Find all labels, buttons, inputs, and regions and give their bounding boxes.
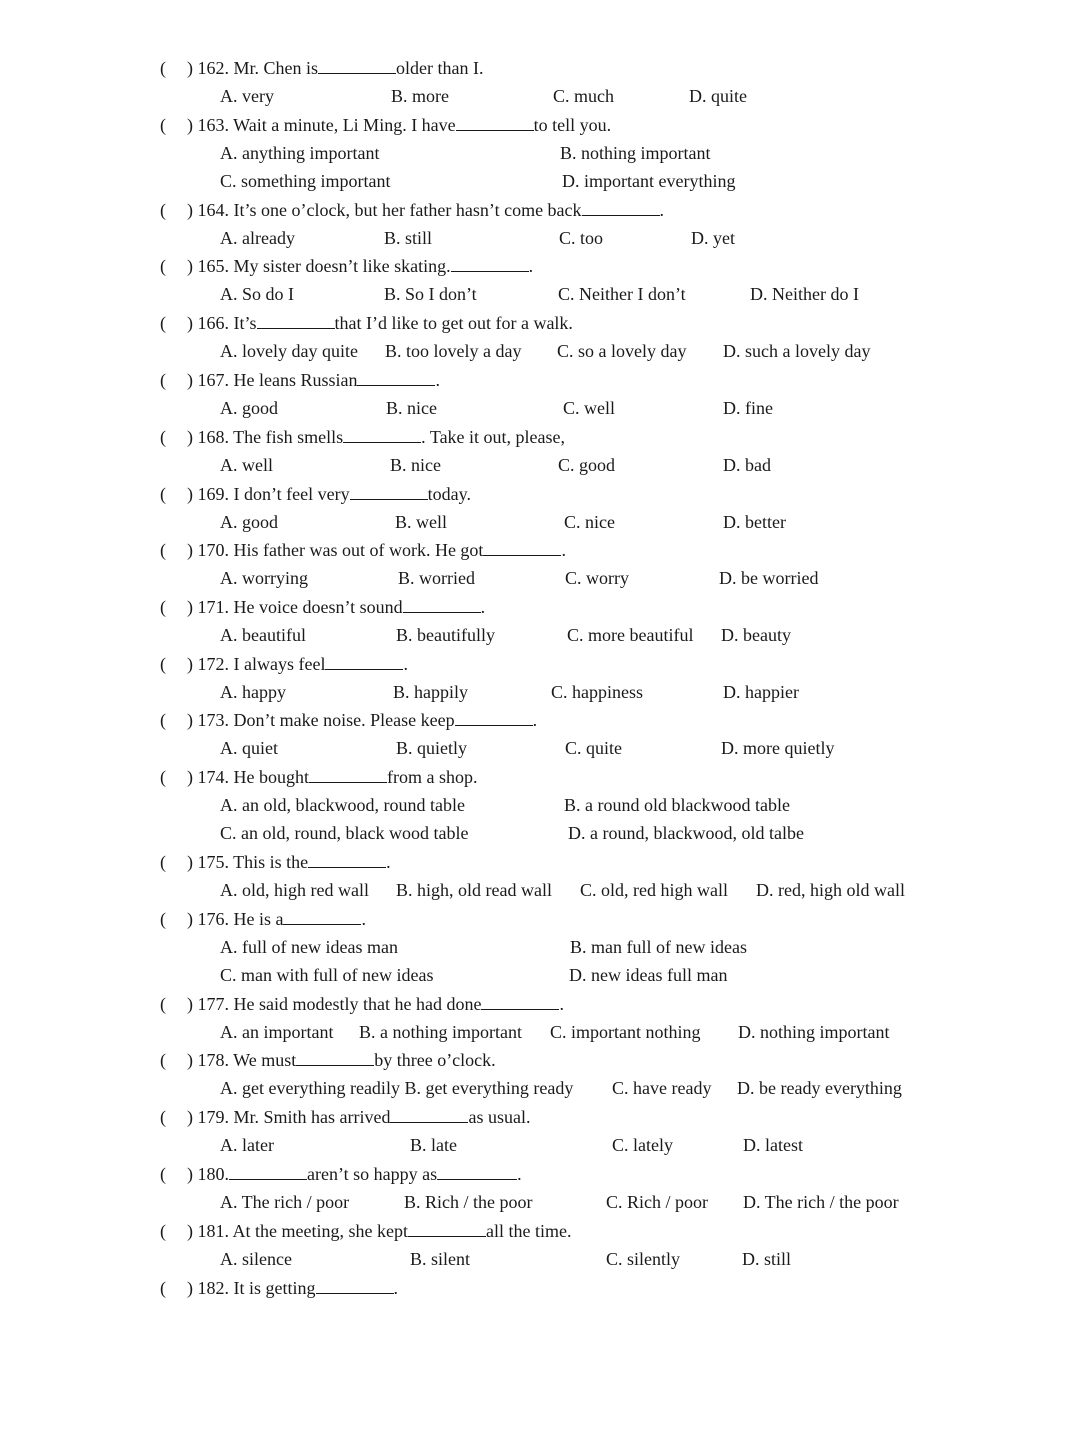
- answer-paren[interactable]: (: [160, 994, 166, 1014]
- answer-paren[interactable]: (: [160, 654, 166, 674]
- answer-blank[interactable]: [390, 1104, 468, 1123]
- option-a[interactable]: A. good: [220, 512, 278, 532]
- answer-blank[interactable]: [229, 1161, 307, 1180]
- answer-blank-2[interactable]: [437, 1161, 517, 1180]
- question-stem: [187, 366, 440, 394]
- option-a[interactable]: A. already: [220, 228, 295, 248]
- question-stem: [187, 990, 564, 1018]
- question-text-end: from a shop.: [386, 767, 478, 787]
- question-179: [0, 1103, 1080, 1131]
- question-stem: [187, 848, 391, 876]
- option-c[interactable]: C. something important: [220, 171, 391, 191]
- question-text: ) 182. It is getting: [187, 1278, 316, 1298]
- option-d[interactable]: D. red, high old wall: [756, 880, 905, 900]
- question-170: [0, 536, 1080, 564]
- answer-blank[interactable]: [318, 55, 396, 74]
- question-178: [0, 1046, 1080, 1074]
- option-b[interactable]: B. late: [410, 1135, 457, 1155]
- question-stem: [187, 593, 485, 621]
- option-b[interactable]: B. beautifully: [396, 625, 495, 645]
- question-text: ) 172. I always feel: [187, 654, 326, 674]
- question-text-end: .: [659, 200, 665, 220]
- question-169: [0, 480, 1080, 508]
- question-text-end: as usual.: [468, 1107, 531, 1127]
- answer-blank[interactable]: [357, 367, 435, 386]
- option-d[interactable]: D. still: [742, 1249, 792, 1269]
- answer-paren[interactable]: (: [160, 313, 166, 333]
- question-text-end: .: [403, 654, 408, 674]
- option-c[interactable]: C. have ready: [612, 1078, 712, 1098]
- option-a[interactable]: A. The rich / poor: [220, 1192, 350, 1212]
- question-stem: [187, 1217, 571, 1245]
- question-165: [0, 252, 1080, 280]
- option-d[interactable]: D. fine: [723, 398, 773, 418]
- option-a[interactable]: A. happy: [220, 682, 286, 702]
- option-b[interactable]: B. man full of new ideas: [570, 937, 747, 957]
- question-text: ) 181. At the meeting, she kept: [187, 1221, 408, 1241]
- question-text-end: .: [435, 370, 440, 390]
- question-text-end: today.: [427, 484, 471, 504]
- option-b[interactable]: B. too lovely a day: [385, 341, 522, 361]
- question-text: ) 173. Don’t make noise. Please keep: [187, 710, 455, 730]
- answer-paren[interactable]: (: [160, 1107, 166, 1127]
- question-166: [0, 309, 1080, 337]
- option-c[interactable]: C. an old, round, black wood table: [220, 823, 469, 843]
- question-text: ) 175. This is the: [187, 852, 309, 872]
- option-d[interactable]: D. yet: [691, 228, 735, 248]
- answer-blank[interactable]: [343, 424, 421, 443]
- option-c[interactable]: C. nice: [564, 512, 615, 532]
- option-b[interactable]: B. quietly: [396, 738, 467, 758]
- answer-blank[interactable]: [582, 197, 660, 216]
- option-c[interactable]: C. happiness: [551, 682, 643, 702]
- option-c[interactable]: C. worry: [565, 568, 629, 588]
- answer-blank[interactable]: [325, 651, 403, 670]
- question-text: ) 179. Mr. Smith has arrived: [187, 1107, 391, 1127]
- option-a[interactable]: A. an important: [220, 1022, 334, 1042]
- question-text: ) 177. He said modestly that he had done: [187, 994, 482, 1014]
- question-text-end: .: [517, 1164, 522, 1184]
- option-c[interactable]: C. too: [559, 228, 604, 248]
- option-a[interactable]: A. an old, blackwood, round table: [220, 795, 465, 815]
- answer-paren[interactable]: (: [160, 1278, 166, 1298]
- answer-blank[interactable]: [257, 310, 335, 329]
- question-text-end: .: [386, 852, 391, 872]
- answer-paren[interactable]: (: [160, 1164, 166, 1184]
- question-167: [0, 366, 1080, 394]
- option-c[interactable]: C. more beautiful: [567, 625, 694, 645]
- option-d[interactable]: D. quite: [689, 86, 747, 106]
- question-text: ) 168. The fish smells: [187, 427, 344, 447]
- question-text-end: all the time.: [485, 1221, 572, 1241]
- question-176: [0, 905, 1080, 933]
- option-d[interactable]: D. more quietly: [721, 738, 835, 758]
- option-d[interactable]: D. such a lovely day: [723, 341, 871, 361]
- question-text: ) 170. His father was out of work. He got: [187, 540, 484, 560]
- answer-paren[interactable]: (: [160, 484, 166, 504]
- question-text: ) 163. Wait a minute, Li Ming. I have: [187, 115, 456, 135]
- option-a[interactable]: A. worrying: [220, 568, 308, 588]
- question-174: [0, 763, 1080, 791]
- question-182: [0, 1274, 1080, 1302]
- option-d[interactable]: D. beauty: [721, 625, 791, 645]
- question-164: [0, 196, 1080, 224]
- question-text-end: .: [393, 1278, 398, 1298]
- answer-paren[interactable]: (: [160, 115, 166, 135]
- answer-blank[interactable]: [283, 906, 361, 925]
- option-d[interactable]: D. bad: [723, 455, 771, 475]
- option-a[interactable]: A. lovely day quite: [220, 341, 358, 361]
- question-text: ) 166. It’s: [187, 313, 257, 333]
- question-text-end: .: [532, 710, 538, 730]
- option-b[interactable]: B. So I don’t: [384, 284, 477, 304]
- option-c[interactable]: C. good: [558, 455, 616, 475]
- answer-blank[interactable]: [296, 1047, 374, 1066]
- question-stem: [187, 1274, 398, 1302]
- question-stem: [187, 650, 408, 678]
- option-a[interactable]: A. quiet: [220, 738, 278, 758]
- answer-blank[interactable]: [309, 764, 387, 783]
- option-b[interactable]: B. high, old read wall: [396, 880, 552, 900]
- option-b[interactable]: B. still: [384, 228, 433, 248]
- option-b[interactable]: B. silent: [410, 1249, 471, 1269]
- option-d[interactable]: D. be ready everything: [737, 1078, 902, 1098]
- question-text: ) 169. I don’t feel very: [187, 484, 350, 504]
- question-stem: [187, 905, 366, 933]
- option-d[interactable]: D. nothing important: [738, 1022, 890, 1042]
- question-stem: [187, 480, 471, 508]
- question-180: [0, 1160, 1080, 1188]
- option-b[interactable]: B. happily: [393, 682, 468, 702]
- question-stem: [187, 763, 477, 791]
- option-a[interactable]: A. full of new ideas man: [220, 937, 398, 957]
- question-text: ) 167. He leans Russian: [187, 370, 358, 390]
- question-stem: [187, 706, 537, 734]
- question-stem: [187, 423, 565, 451]
- question-text-end: .: [561, 540, 566, 560]
- option-d[interactable]: D. new ideas full man: [569, 965, 728, 985]
- answer-paren[interactable]: (: [160, 1050, 166, 1070]
- answer-paren[interactable]: (: [160, 540, 166, 560]
- option-c[interactable]: C. old, red high wall: [580, 880, 728, 900]
- answer-blank[interactable]: [456, 112, 534, 131]
- option-a[interactable]: A. anything important: [220, 143, 380, 163]
- question-text-end: to tell you.: [533, 115, 612, 135]
- option-b[interactable]: B. nothing important: [560, 143, 711, 163]
- option-a[interactable]: A. beautiful: [220, 625, 306, 645]
- option-d[interactable]: D. happier: [723, 682, 799, 702]
- question-stem: [187, 1160, 522, 1188]
- question-171: [0, 593, 1080, 621]
- question-text: ) 171. He voice doesn’t sound: [187, 597, 403, 617]
- answer-paren[interactable]: (: [160, 58, 166, 78]
- answer-paren[interactable]: (: [160, 427, 166, 447]
- question-stem: [187, 1046, 496, 1074]
- option-b[interactable]: B. nice: [386, 398, 437, 418]
- option-a[interactable]: A. very: [220, 86, 274, 106]
- answer-blank[interactable]: [308, 849, 386, 868]
- answer-paren[interactable]: (: [160, 256, 166, 276]
- question-text-end: by three o’clock.: [374, 1050, 496, 1070]
- question-168: [0, 423, 1080, 451]
- question-text: ) 174. He bought: [187, 767, 309, 787]
- question-text-end: .: [361, 909, 366, 929]
- option-d[interactable]: D. Neither do I: [750, 284, 859, 304]
- question-text-end: .: [528, 256, 534, 276]
- answer-blank[interactable]: [403, 594, 481, 613]
- option-d[interactable]: D. latest: [743, 1135, 803, 1155]
- answer-blank[interactable]: [408, 1218, 486, 1237]
- question-text: ) 162. Mr. Chen is: [187, 58, 319, 78]
- answer-blank[interactable]: [451, 253, 529, 272]
- option-b[interactable]: B. Rich / the poor: [404, 1192, 533, 1212]
- answer-paren[interactable]: (: [160, 200, 166, 220]
- answer-blank[interactable]: [316, 1275, 394, 1294]
- option-c[interactable]: C. well: [563, 398, 615, 418]
- option-c[interactable]: C. silently: [606, 1249, 681, 1269]
- question-stem: [187, 1103, 530, 1131]
- question-173: [0, 706, 1080, 734]
- answer-paren[interactable]: (: [160, 1221, 166, 1241]
- question-stem: [187, 54, 483, 82]
- answer-paren[interactable]: (: [160, 767, 166, 787]
- option-c[interactable]: C. important nothing: [550, 1022, 701, 1042]
- option-c[interactable]: C. so a lovely day: [557, 341, 687, 361]
- question-text: ) 165. My sister doesn’t like skating.: [187, 256, 451, 276]
- option-a[interactable]: A. later: [220, 1135, 274, 1155]
- question-text-end: . Take it out, please,: [421, 427, 566, 447]
- option-b[interactable]: B. a nothing important: [359, 1022, 522, 1042]
- option-d[interactable]: D. a round, blackwood, old talbe: [568, 823, 804, 843]
- question-text: ) 164. It’s one o’clock, but her father hasn’t come back: [187, 200, 582, 220]
- question-text-end: older than I.: [396, 58, 484, 78]
- question-177: [0, 990, 1080, 1018]
- option-c[interactable]: C. Rich / poor: [606, 1192, 708, 1212]
- option-d[interactable]: D. be worried: [719, 568, 819, 588]
- answer-paren[interactable]: (: [160, 370, 166, 390]
- option-a[interactable]: A. old, high red wall: [220, 880, 369, 900]
- question-stem: [187, 536, 566, 564]
- option-d[interactable]: D. better: [723, 512, 786, 532]
- answer-paren[interactable]: (: [160, 597, 166, 617]
- option-a[interactable]: A. get everything readily B. get everything ready: [220, 1078, 574, 1098]
- option-d[interactable]: D. The rich / the poor: [743, 1192, 899, 1212]
- option-c[interactable]: C. quite: [565, 738, 622, 758]
- question-stem: [187, 252, 533, 280]
- answer-paren[interactable]: (: [160, 852, 166, 872]
- question-text: ) 178. We must: [187, 1050, 297, 1070]
- question-172: [0, 650, 1080, 678]
- option-b[interactable]: B. worried: [398, 568, 475, 588]
- option-c[interactable]: C. man with full of new ideas: [220, 965, 434, 985]
- option-a[interactable]: A. good: [220, 398, 278, 418]
- option-c[interactable]: C. lately: [612, 1135, 673, 1155]
- question-163: [0, 111, 1080, 139]
- question-stem: [187, 111, 611, 139]
- question-162: [0, 54, 1080, 82]
- answer-blank[interactable]: [455, 707, 533, 726]
- answer-blank[interactable]: [483, 537, 561, 556]
- option-c[interactable]: C. much: [553, 86, 614, 106]
- option-b[interactable]: B. nice: [390, 455, 441, 475]
- question-text-mid: aren’t so happy as: [307, 1164, 438, 1184]
- option-a[interactable]: A. well: [220, 455, 273, 475]
- option-a[interactable]: A. silence: [220, 1249, 292, 1269]
- answer-blank[interactable]: [350, 481, 428, 500]
- question-stem: [187, 196, 664, 224]
- question-175: [0, 848, 1080, 876]
- question-stem: [187, 309, 573, 337]
- option-a[interactable]: A. So do I: [220, 284, 295, 304]
- option-b[interactable]: B. well: [395, 512, 447, 532]
- answer-paren[interactable]: (: [160, 909, 166, 929]
- question-text: ) 176. He is a: [187, 909, 284, 929]
- option-b[interactable]: B. more: [391, 86, 449, 106]
- question-text-end: .: [559, 994, 564, 1014]
- answer-paren[interactable]: (: [160, 710, 166, 730]
- question-text-end: .: [480, 597, 486, 617]
- option-b[interactable]: B. a round old blackwood table: [564, 795, 790, 815]
- question-text: ) 180.: [187, 1164, 229, 1184]
- question-181: [0, 1217, 1080, 1245]
- answer-blank[interactable]: [481, 991, 559, 1010]
- question-text-end: that I’d like to get out for a walk.: [334, 313, 573, 333]
- option-d[interactable]: D. important everything: [562, 171, 736, 191]
- option-c[interactable]: C. Neither I don’t: [558, 284, 686, 304]
